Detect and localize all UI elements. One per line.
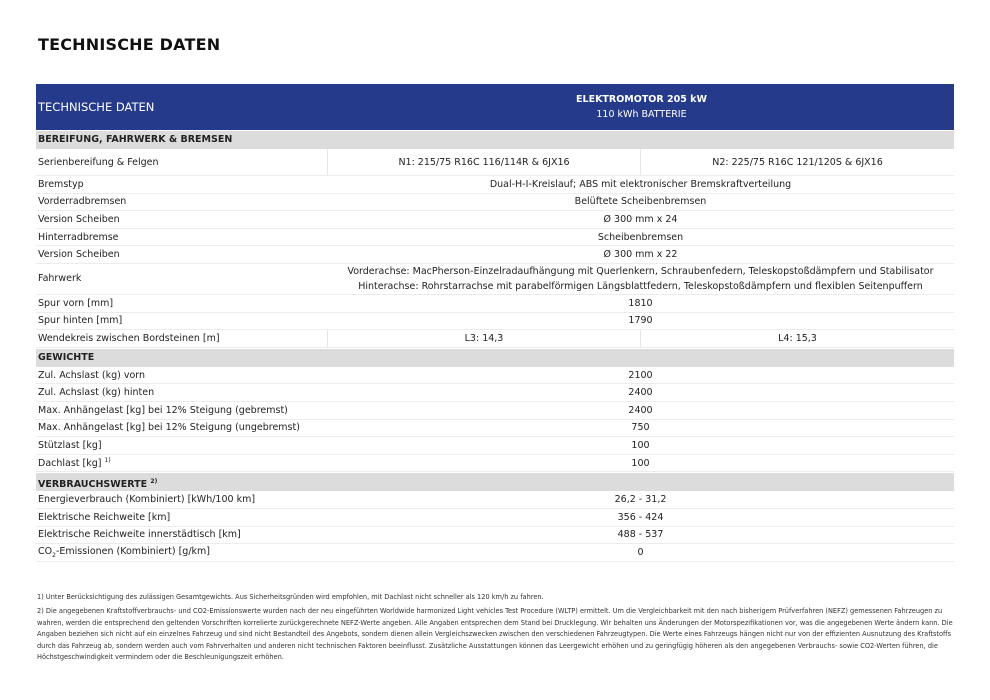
section-header [36, 472, 954, 491]
table-row [36, 402, 954, 420]
table-row [36, 527, 954, 545]
row-label [36, 457, 327, 469]
header-engine [329, 92, 954, 122]
row-value-1: N1: 215/75 R16C 116/114R & 6JX16 [327, 149, 640, 175]
row-label [36, 546, 327, 559]
row-label [36, 440, 327, 451]
label-text: Serienbereifung & Felgen [38, 156, 159, 168]
section-header [36, 348, 954, 367]
row-label [36, 298, 327, 309]
table-header [36, 84, 954, 130]
label-text: Energieverbrauch (Kombiniert) [kWh/100 km] [38, 494, 256, 506]
label-text: Fahrwerk [38, 273, 82, 285]
label-text: Stützlast [kg] [38, 439, 102, 451]
row-label [36, 494, 327, 505]
table-row [36, 330, 954, 348]
label-text: Spur hinten [mm] [38, 315, 123, 327]
table-row [36, 246, 954, 264]
row-value [327, 264, 954, 294]
footnote-2: 2) Die angegebenen Kraftstoffverbrauchs- und CO2-Emissionswerte wurden nach der neu eingeführten Worldwide harmonized Light vehicles Test Procedure (WLTP) ermittelt. Um die Vergleichbarkeit mit den nach bisherigem Prüfverfahren (NEFZ) gemessenen Fahrzeugen zu wahren, werden die entsprechend den geltenden Vorschriften korrelierte zurückgerechnete NEFZ-Werte angeben. Alle Angaben entsprechen dem Stand bei Drucklegung. Wir behalten uns Änderungen der Motorspezifikationen vor, was die angegebenen Werte ändern kann. Die Angaben beziehen sich nicht auf ein einzelnes Fahrzeug und sind nicht Bestandteil des Angebots, sondern dienen allein Vergleichszwecken zwischen den verschiedenen Fahrzeugtypen. Die Werte eines Fahrzeugs hängen nicht nur von der effizienten Ausnutzung des Kraftstoffs durch das Fahrzeug ab, sondern werden auch vom Fahrverhalten und anderen nicht technischen Faktoren beeinflusst. Zusätzliche Ausstattungen können das Leergewicht erhöhen und zu geringfügig höheren als den angegebenen Verbrauchs- sowie CO2-Werten führen, die Höchstgeschwindigkeit vermindern oder die Beschleunigungszeit erhöhen. [37, 607, 953, 662]
table-row [36, 176, 954, 194]
row-value: 100 [631, 439, 650, 451]
row-label [36, 179, 327, 190]
specs-table [36, 84, 954, 562]
table-row [36, 149, 954, 176]
table-row [36, 384, 954, 402]
table-row [36, 313, 954, 331]
table-row [36, 229, 954, 247]
row-label [36, 370, 327, 381]
label-text: Max. Anhängelast [kg] bei 12% Steigung (ungebremst) [38, 422, 300, 434]
row-label [36, 315, 327, 326]
label-text: Zul. Achslast (kg) hinten [38, 387, 155, 399]
label-text: Elektrische Reichweite [km] [38, 511, 171, 523]
footnote-ref: 1) [104, 456, 111, 464]
engine-label: ELEKTROMOTOR 205 kW [576, 94, 707, 105]
label-text: Dachlast [kg] [38, 458, 102, 470]
row-label [36, 196, 327, 207]
row-value: 750 [631, 422, 650, 434]
row-label [36, 529, 327, 540]
table-row [36, 455, 954, 473]
section-header [36, 130, 954, 149]
row-label [36, 387, 327, 398]
row-value: 2100 [628, 369, 653, 381]
row-label [36, 422, 327, 433]
label-text: Bremstyp [38, 178, 84, 190]
row-value-2: L4: 15,3 [640, 330, 954, 347]
label-text: Hinterradbremse [38, 231, 119, 243]
value-line: Vorderachse: MacPherson-Einzelradaufhängung mit Querlenkern, Schraubenfedern, Teleskopstoßdämpfern und Stabilisator [347, 265, 934, 277]
table-row [36, 544, 954, 562]
row-value: 26,2 - 31,2 [614, 494, 667, 506]
label-text: Wendekreis zwischen Bordsteinen [m] [38, 332, 220, 344]
table-row [36, 491, 954, 509]
row-value: 2400 [628, 404, 653, 416]
row-value: 1790 [628, 315, 653, 327]
row-value-1: L3: 14,3 [327, 330, 640, 347]
row-label [36, 333, 327, 344]
table-row [36, 211, 954, 229]
table-row [36, 264, 954, 295]
row-label [36, 214, 327, 225]
row-label [36, 249, 327, 260]
footnotes [37, 592, 953, 666]
label-sub: 2 [52, 551, 56, 559]
table-row [36, 295, 954, 313]
section-title: BEREIFUNG, FAHRWERK & BREMSEN [38, 134, 233, 145]
battery-label: 110 kWh BATTERIE [596, 109, 687, 120]
row-value: 488 - 537 [617, 529, 664, 541]
table-row [36, 194, 954, 212]
row-value: 0 [637, 546, 644, 558]
label-text: Vorderradbremsen [38, 196, 127, 208]
table-row [36, 420, 954, 438]
row-label [36, 512, 327, 523]
row-value: Dual-H-I-Kreislauf; ABS mit elektronischer Bremskraftverteilung [489, 178, 792, 190]
table-row [36, 437, 954, 455]
row-label [36, 405, 327, 416]
row-value: 1810 [628, 297, 653, 309]
label-text: Zul. Achslast (kg) vorn [38, 369, 146, 381]
label-text: Elektrische Reichweite innerstädtisch [km] [38, 529, 241, 541]
row-value: Ø 300 mm x 22 [603, 249, 678, 261]
label-part: CO [38, 545, 53, 557]
row-value: Belüftete Scheibenbremsen [574, 196, 707, 208]
row-value: Ø 300 mm x 24 [603, 213, 678, 225]
footnote-ref: 2) [150, 478, 158, 486]
label-text: Spur vorn [mm] [38, 297, 114, 309]
row-value: Scheibenbremsen [597, 231, 684, 243]
row-label [36, 232, 327, 243]
row-value: 356 - 424 [617, 511, 664, 523]
row-value: 2400 [628, 387, 653, 399]
row-value: 100 [631, 457, 650, 469]
label-text: Version Scheiben [38, 213, 120, 225]
value-line: Hinterachse: Rohrstarrachse mit parabelförmigen Längsblattfedern, Teleskopstoßdämpfern und flexiblen Seitenpuffern [358, 280, 923, 292]
row-label [36, 157, 327, 168]
page-title: TECHNISCHE DATEN [38, 35, 221, 54]
label-text: Version Scheiben [38, 249, 120, 261]
row-label [36, 273, 327, 284]
table-row [36, 509, 954, 527]
footnote-1: 1) Unter Berücksichtigung des zulässigen Gesamtgewichts. Aus Sicherheitsgründen wird empfohlen, mit Dachlast nicht schneller als 120 km/h zu fahren. [37, 593, 544, 601]
section-title: VERBRAUCHSWERTE [38, 479, 148, 491]
label-text: Max. Anhängelast [kg] bei 12% Steigung (gebremst) [38, 404, 288, 416]
row-value-2: N2: 225/75 R16C 121/120S & 6JX16 [640, 149, 954, 175]
label-part: -Emissionen (Kombiniert) [g/km] [55, 545, 210, 557]
table-row [36, 367, 954, 385]
header-label: TECHNISCHE DATEN [38, 100, 155, 114]
section-title: GEWICHTE [38, 351, 95, 363]
